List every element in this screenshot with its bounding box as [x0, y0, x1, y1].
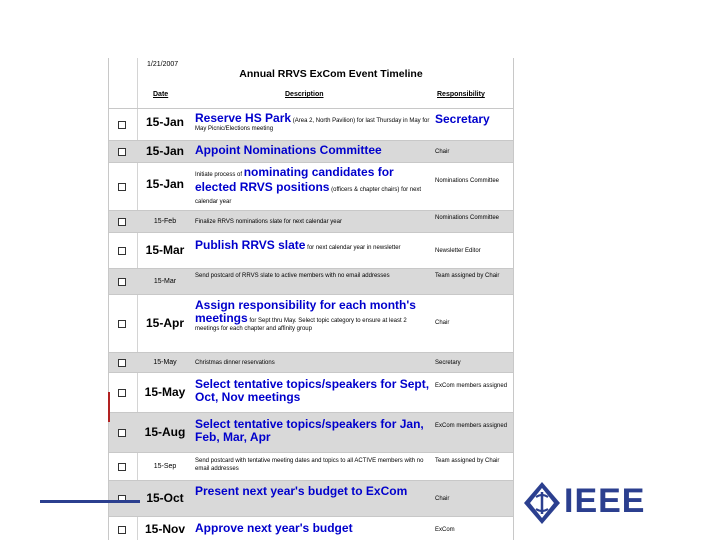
header-description: Description [285, 91, 324, 98]
row-checkbox[interactable] [118, 463, 126, 471]
row-date: 15-May [144, 385, 186, 399]
row-highlight: Reserve HS Park [195, 111, 292, 125]
row-responsibility: ExCom members assigned [435, 423, 508, 429]
row-highlight: Present next year's budget to ExCom [195, 484, 408, 498]
row-description [195, 522, 431, 535]
table-row [109, 412, 513, 452]
row-responsibility: Newsletter Editor [435, 248, 481, 254]
row-checkbox[interactable] [118, 121, 126, 129]
row-highlight: nominating candidates for elected RRVS positions [195, 165, 394, 194]
ieee-diamond-icon [522, 480, 562, 526]
row-description [195, 144, 431, 157]
row-responsibility: ExCom [435, 527, 455, 533]
sheet-title: Annual RRVS ExCom Event Timeline [239, 68, 423, 80]
row-responsibility: Nominations Committee [435, 178, 500, 184]
row-date: 15-Aug [144, 425, 186, 439]
row-date: 15-Jan [145, 177, 185, 191]
row-description: Send postcard with tentative meeting dates and topics to all ACTIVE members with no email addresses [195, 458, 424, 472]
row-responsibility: Secretary [435, 112, 490, 126]
table-row [109, 294, 513, 352]
row-responsibility: Team assigned by Chair [435, 273, 500, 279]
table-row [109, 372, 513, 412]
row-checkbox[interactable] [118, 429, 126, 437]
row-checkbox[interactable] [118, 320, 126, 328]
row-date: 15-May [153, 359, 177, 366]
table-row [109, 140, 513, 162]
row-checkbox[interactable] [118, 183, 126, 191]
row-description [195, 166, 431, 208]
row-date: 15-Mar [145, 243, 185, 257]
row-date: 15-Jan [145, 115, 185, 129]
row-responsibility: Chair [435, 149, 450, 155]
row-date: 15-Mar [153, 278, 177, 285]
row-detail: for Sept thru May. Select topic category to ensure at least 2 meetings for each chapter and affinity group [195, 318, 407, 332]
row-description [195, 418, 431, 444]
logo-wordmark: IEEE [564, 482, 646, 520]
table-row [109, 210, 513, 232]
table-row [109, 108, 513, 140]
row-date: 15-Oct [146, 491, 184, 505]
table-row [109, 452, 513, 480]
table-row [109, 352, 513, 372]
row-responsibility: Secretary [435, 360, 461, 366]
row-date: 15-Apr [145, 316, 184, 330]
row-highlight: Approve next year's budget [195, 521, 353, 535]
row-highlight: Assign responsibility for each month's meetings [195, 298, 416, 325]
row-checkbox[interactable] [118, 526, 126, 534]
row-highlight: Select tentative topics/speakers for Jan, Feb, Mar, Apr [195, 417, 424, 444]
row-checkbox[interactable] [118, 218, 126, 226]
row-detail: (Area 2, North Pavilion) for last Thursday in May for May Picnic/Elections meeting [195, 118, 430, 132]
row-responsibility: Chair [435, 320, 450, 326]
row-highlight: Select tentative topics/speakers for Sept, Oct, Nov meetings [195, 377, 430, 404]
table-row [109, 232, 513, 268]
row-description [195, 299, 431, 333]
timeline-spreadsheet [108, 58, 514, 540]
row-detail-lead: Initiate process of [195, 172, 244, 178]
row-description [195, 112, 431, 133]
row-responsibility: ExCom members assigned [435, 383, 508, 389]
row-checkbox[interactable] [118, 148, 126, 156]
row-date: 15-Sep [153, 463, 177, 470]
row-checkbox[interactable] [118, 247, 126, 255]
sheet-date: 1/21/2007 [147, 61, 179, 68]
row-description: Christmas dinner reservations [195, 360, 275, 366]
table-row [109, 268, 513, 294]
row-date: 15-Nov [144, 522, 185, 536]
header-date: Date [153, 91, 169, 98]
row-date: 15-Feb [153, 218, 177, 225]
row-highlight: Appoint Nominations Committee [195, 143, 382, 157]
row-description: Finalize RRVS nominations slate for next calendar year [195, 219, 342, 225]
row-checkbox[interactable] [118, 389, 126, 397]
row-detail: (officers & chapter chairs) for next calendar year [195, 187, 422, 205]
ieee-logo [520, 478, 660, 528]
table-row [109, 516, 513, 540]
row-responsibility: Nominations Committee [435, 215, 500, 221]
row-description [195, 378, 431, 404]
table-row [109, 162, 513, 210]
row-date: 15-Jan [145, 144, 185, 158]
row-description [195, 485, 431, 498]
footer-accent-line [40, 500, 140, 503]
row-detail: for next calendar year in newsletter [305, 245, 401, 251]
cell-border-highlight [108, 392, 110, 422]
row-checkbox[interactable] [118, 359, 126, 367]
row-responsibility: Team assigned by Chair [435, 458, 500, 464]
row-responsibility: Chair [435, 496, 450, 502]
table-row [109, 480, 513, 516]
header-responsibility: Responsibility [437, 91, 485, 98]
row-description [195, 239, 431, 252]
row-checkbox[interactable] [118, 278, 126, 286]
row-highlight: Publish RRVS slate [195, 238, 306, 252]
row-description: Send postcard of RRVS slate to active members with no email addresses [195, 273, 390, 279]
